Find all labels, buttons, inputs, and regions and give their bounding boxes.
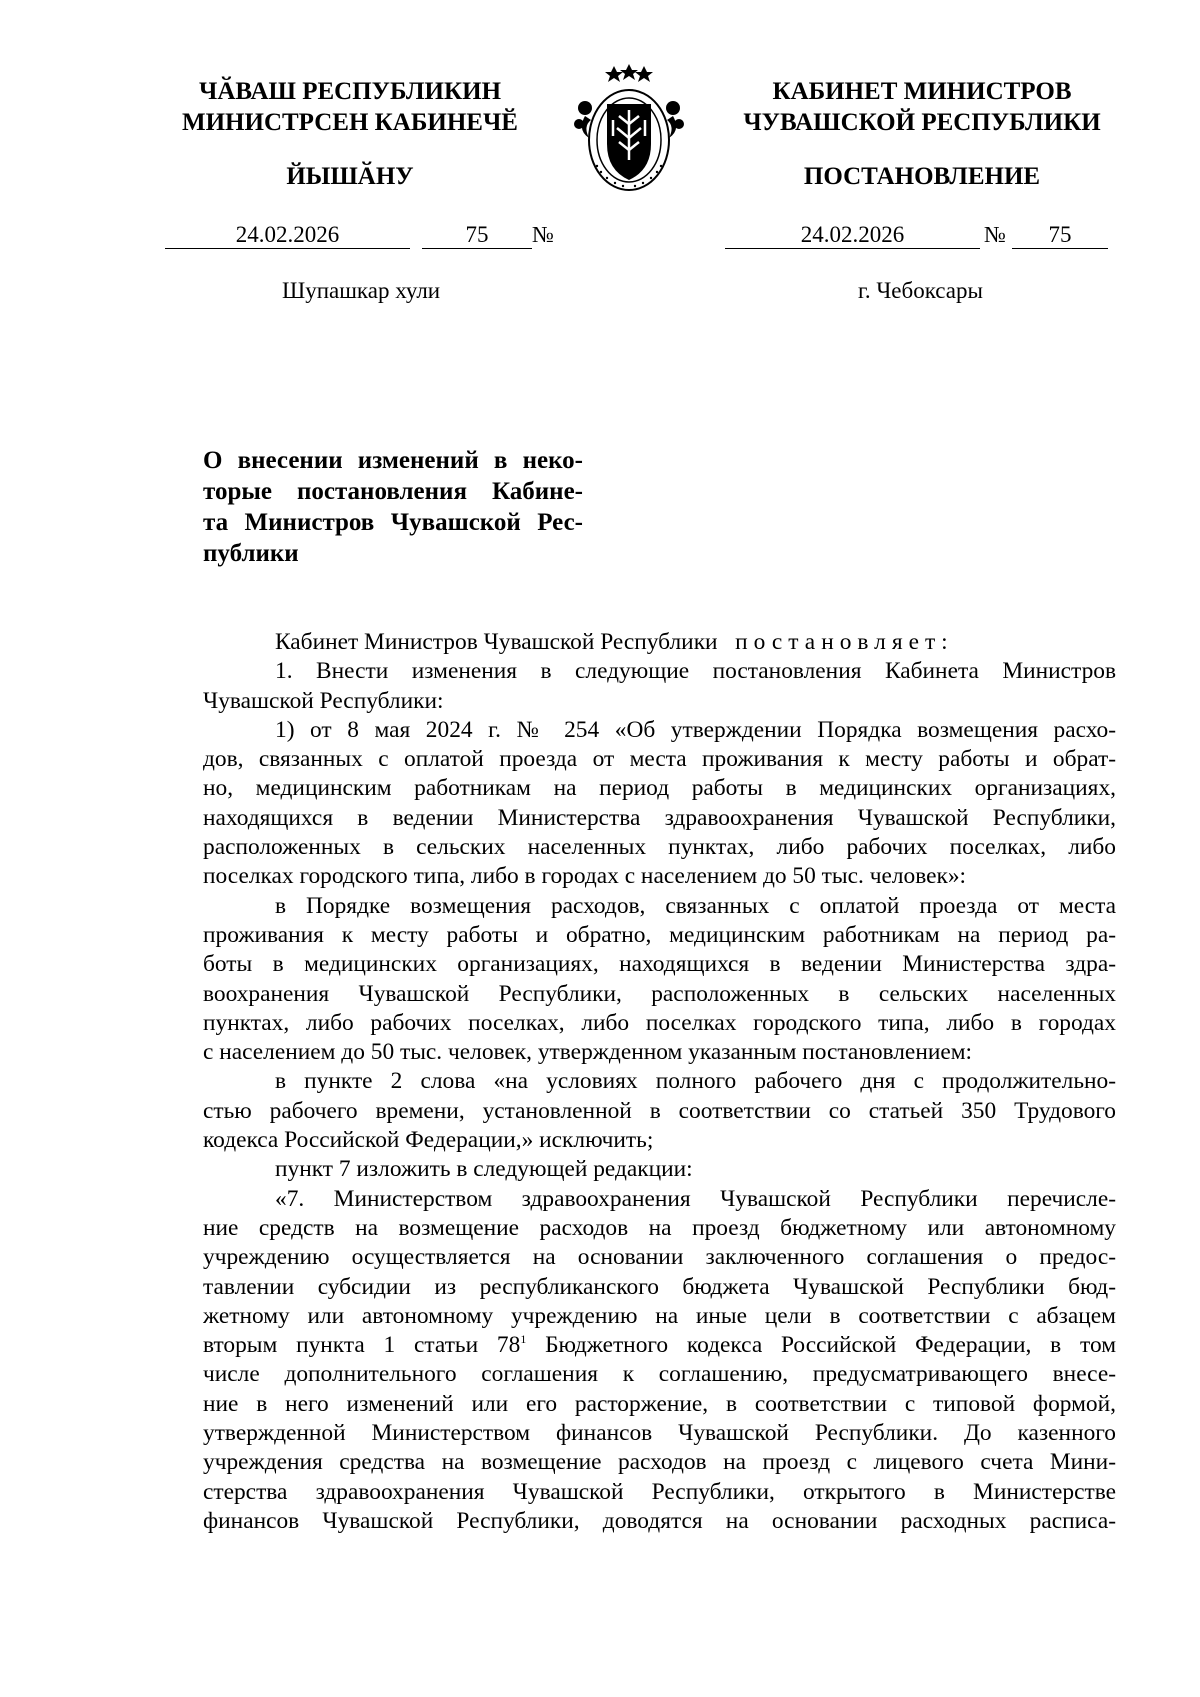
body-line: пункт 7 изложить в следующей редакции:	[275, 1156, 693, 1183]
intro-subject: Кабинет Министров Чувашской Республики	[275, 629, 718, 655]
left-number-sign: №	[532, 222, 554, 247]
body-line: числе дополнительного соглашения к соглашению, предусматривающего внесе-	[203, 1361, 1116, 1388]
body-line: 1) от 8 мая 2024 г. № 254 «Об утверждении Порядка возмещения расхо-	[275, 716, 1116, 743]
body-line: учреждению осуществляется на основании заключенного соглашения о предос-	[203, 1244, 1116, 1271]
body-text: вторым пункта 1 статьи 78	[203, 1332, 521, 1359]
body-line: учреждения средства на возмещение расходов на проезд с лицевого счета Мини-	[203, 1449, 1116, 1476]
left-date: 24.02.2026	[165, 222, 410, 249]
body-line: «7. Министерством здравоохранения Чувашской Республики перечисле-	[275, 1185, 1116, 1212]
body-line: поселках городского типа, либо в городах с населением до 50 тыс. человек»:	[203, 863, 967, 890]
header-right-line-2: ЧУВАШСКОЙ РЕСПУБЛИКИ	[743, 109, 1101, 136]
superscript: 1	[520, 1332, 527, 1347]
body-line: проживания к месту работы и обратно, медицинским работникам на период ра-	[203, 921, 1116, 948]
body-line: воохранения Чувашской Республики, расположенных в сельских населенных	[203, 980, 1116, 1007]
body-line: стерства здравоохранения Чувашской Республики, открытого в Министерстве	[203, 1478, 1116, 1505]
body-line: дов, связанных с оплатой проезда от места проживания к месту работы и обрат-	[203, 746, 1116, 773]
header-right-doc-type: ПОСТАНОВЛЕНИЕ	[803, 163, 1041, 190]
right-place: г. Чебоксары	[858, 278, 983, 303]
intro-verb: постановляет:	[735, 629, 954, 655]
body-line: в пункте 2 слова «на условиях полного рабочего дня с продолжительно-	[275, 1068, 1116, 1095]
body-line: с населением до 50 тыс. человек, утвержденном указанным постановлением:	[203, 1039, 973, 1066]
body-intro	[203, 628, 1116, 657]
chuvash-emblem-icon	[563, 60, 695, 196]
document-title	[203, 445, 583, 569]
right-date: 24.02.2026	[725, 222, 980, 249]
title-line: публики	[203, 540, 299, 567]
title-line: та Министров Чувашской Рес-	[203, 509, 583, 536]
body-line: стью рабочего времени, установленной в соответствии со статьей 350 Трудового	[203, 1097, 1116, 1124]
header-right-title	[712, 76, 1132, 138]
header-left-doc-type: ЙЫШӐНУ	[286, 163, 414, 190]
body-line: но, медицинским работникам на период работы в медицинских организациях,	[203, 775, 1116, 802]
body-line: кодекса Российской Федерации,» исключить;	[203, 1127, 654, 1154]
left-place: Шупашкар хули	[282, 278, 441, 303]
body-line: утвержденной Министерством финансов Чувашской Республики. До казенного	[203, 1420, 1116, 1447]
body-line: 1. Внести изменения в следующие постановления Кабинета Министров	[275, 658, 1116, 685]
right-number: 75	[1012, 222, 1108, 249]
body-line: ние в него изменений или его расторжение, в соответствии с типовой формой,	[203, 1390, 1116, 1417]
title-line: О внесении изменений в неко-	[203, 447, 583, 474]
body-line: пунктах, либо рабочих поселках, либо поселках городского типа, либо в городах	[203, 1009, 1116, 1036]
header-left-line-2: МИНИСТРСЕН КАБИНЕЧӖ	[182, 109, 518, 136]
body-line: финансов Чувашской Республики, доводятся на основании расходных расписа-	[203, 1507, 1116, 1534]
right-number-sign: №	[984, 222, 1006, 247]
left-number: 75	[422, 222, 532, 249]
title-line: торые постановления Кабине-	[203, 478, 583, 505]
header-left-line-1: ЧӐВАШ РЕСПУБЛИКИН	[198, 78, 502, 105]
body-line: боты в медицинских организациях, находящихся в ведении Министерства здра-	[203, 951, 1116, 978]
body-line-with-superscript	[203, 1331, 1116, 1360]
body-line: в Порядке возмещения расходов, связанных с оплатой проезда от места	[275, 892, 1116, 919]
body-text: Бюджетного кодекса Российской Федерации, в том	[526, 1332, 1116, 1359]
body-line: ние средств на возмещение расходов на проезд бюджетному или автономному	[203, 1214, 1116, 1241]
header-left-title	[120, 76, 580, 138]
body-line: тавлении субсидии из республиканского бюджета Чувашской Республики бюд-	[203, 1273, 1116, 1300]
body-line: жетному или автономному учреждению на иные цели в соответствии с абзацем	[203, 1302, 1116, 1329]
body-line: расположенных в сельских населенных пунктах, либо рабочих поселках, либо	[203, 834, 1116, 861]
document-body	[203, 628, 1116, 1536]
body-line: находящихся в ведении Министерства здравоохранения Чувашской Республики,	[203, 804, 1116, 831]
body-line: Чувашской Республики:	[203, 687, 444, 714]
header-right-line-1: КАБИНЕТ МИНИСТРОВ	[772, 78, 1072, 105]
